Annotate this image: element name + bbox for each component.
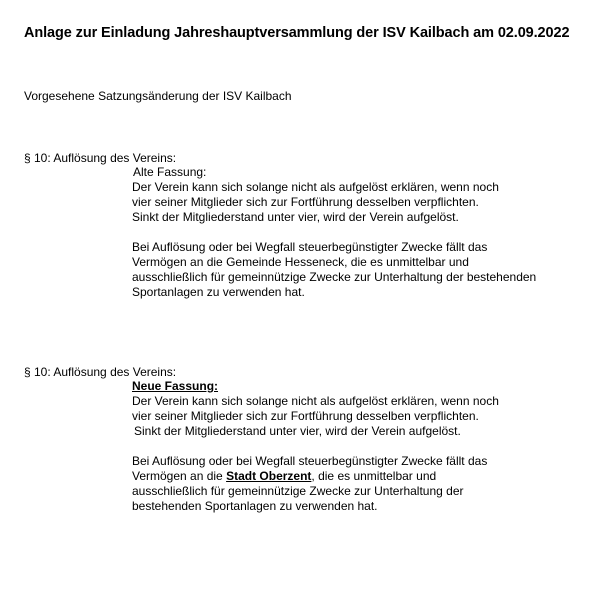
old-version-label: Alte Fassung:	[133, 165, 207, 179]
document-title: Anlage zur Einladung Jahreshauptversammlung der ISV Kailbach am 02.09.2022	[24, 25, 570, 41]
new-para2-suffix: , die es unmittelbar und	[311, 469, 437, 483]
old-para1-line: vier seiner Mitglieder sich zur Fortführung desselben verpflichten.	[132, 195, 479, 209]
new-para2-prefix: Vermögen an die	[132, 469, 227, 483]
old-para2-line: ausschließlich für gemeinnützige Zwecke zur Unterhaltung der bestehenden	[132, 270, 537, 284]
new-para1-line: Der Verein kann sich solange nicht als aufgelöst erklären, wenn noch	[132, 394, 499, 408]
document-subtitle: Vorgesehene Satzungsänderung der ISV Kailbach	[24, 89, 292, 103]
new-version-label: Neue Fassung:	[132, 379, 219, 393]
new-version-block	[132, 379, 499, 514]
new-para2-line-with-emphasis	[132, 469, 499, 484]
new-para1-line: Sinkt der Mitgliederstand unter vier, wird der Verein aufgelöst.	[134, 424, 461, 438]
new-para1-line: vier seiner Mitglieder sich zur Fortführung desselben verpflichten.	[132, 409, 479, 423]
new-para2-line: Bei Auflösung oder bei Wegfall steuerbegünstigter Zwecke fällt das	[132, 454, 488, 468]
old-para2-line: Sportanlagen zu verwenden hat.	[132, 285, 305, 299]
new-para2-line: ausschließlich für gemeinnützige Zwecke zur Unterhaltung der	[132, 484, 464, 498]
new-beneficiary-emphasis: Stadt Oberzent	[226, 469, 312, 483]
old-para1-line: Sinkt der Mitgliederstand unter vier, wird der Verein aufgelöst.	[132, 210, 459, 224]
old-para1-line: Der Verein kann sich solange nicht als aufgelöst erklären, wenn noch	[132, 180, 499, 194]
old-section-heading: § 10: Auflösung des Vereins:	[24, 151, 177, 165]
old-para2-line: Bei Auflösung oder bei Wegfall steuerbegünstigter Zwecke fällt das	[132, 240, 488, 254]
old-version-block	[132, 165, 536, 300]
new-section-heading: § 10: Auflösung des Vereins:	[24, 365, 177, 379]
old-para2-line: Vermögen an die Gemeinde Hesseneck, die es unmittelbar und	[132, 255, 469, 269]
new-para2-line: bestehenden Sportanlagen zu verwenden hat.	[132, 499, 378, 513]
